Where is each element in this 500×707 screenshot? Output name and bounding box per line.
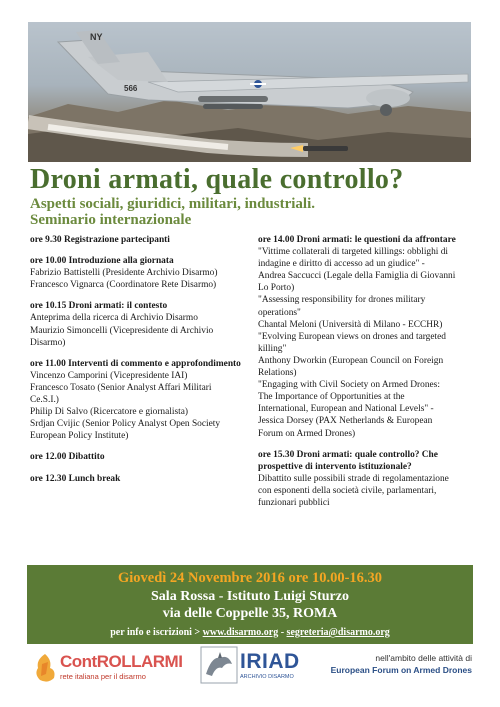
- entry-detail-line: indagine e diritto di accesso ad un giudice" -: [258, 259, 425, 270]
- entry-heading: [30, 234, 245, 246]
- logo1-word: ContROLLARMI: [60, 652, 183, 671]
- entry-detail-line: Ce.S.I.): [30, 395, 59, 406]
- program-right-column: [258, 234, 483, 518]
- program-entry: [30, 300, 245, 348]
- entry-heading: [30, 255, 245, 267]
- entry-title: Droni armati: quale controllo? Che prospettive di intervento istituzionale?: [258, 449, 438, 472]
- entry-title: Registrazione partecipanti: [63, 235, 170, 245]
- entry-detail-line: operations": [258, 307, 301, 318]
- entry-title: Lunch break: [68, 473, 121, 484]
- entry-time: ore 12.00: [30, 452, 67, 463]
- entry-heading: [30, 358, 245, 370]
- entry-detail-line: "Engaging with Civil Society on Armed Drones:: [258, 380, 440, 391]
- entry-detail-line: Lo Porto): [258, 283, 295, 294]
- nose-number: 566: [124, 84, 138, 93]
- program-entry: [30, 255, 245, 291]
- entry-title: Droni armati: le questioni da affrontare: [296, 235, 456, 245]
- logo2-tag: ARCHIVIO DISARMO: [240, 674, 294, 680]
- entry-detail-line: Chantal Meloni (Università di Milano - ECCHR): [258, 319, 443, 330]
- entry-detail-line: Andrea Saccucci (Legale della Famiglia di Giovanni: [258, 271, 456, 282]
- program-entry: [30, 451, 245, 463]
- footer-note: [292, 652, 472, 676]
- entry-detail-line: con esponenti della società civile, parlamentari,: [258, 485, 437, 496]
- program-entry: [258, 449, 483, 509]
- entry-detail-line: Dibattito sulle possibili strade di regolamentazione: [258, 473, 449, 484]
- entry-title: Droni armati: il contesto: [68, 301, 168, 312]
- entry-detail-line: Francesco Vignarca (Coordinatore Rete Disarmo): [30, 280, 217, 291]
- entry-detail-line: The Importance of Opportunities at the: [258, 392, 405, 403]
- program-entry: [30, 358, 245, 443]
- entry-detail-line: Maurizio Simoncelli (Vicepresidente di Archivio: [30, 325, 214, 336]
- footer-note-line1: nell'ambito delle attività di: [375, 653, 472, 663]
- controllarmi-logo: [32, 650, 192, 686]
- entry-time: ore 14.00: [258, 235, 295, 245]
- entry-title: Interventi di commento e approfondimento: [68, 358, 241, 369]
- program-entry: [30, 234, 245, 246]
- page-title: Droni armati, quale controllo?: [30, 164, 404, 195]
- website-link[interactable]: www.disarmo.org: [202, 627, 279, 638]
- subtitle-line: Seminario internazionale: [30, 212, 192, 228]
- event-banner: [27, 565, 473, 644]
- logo2-word: IRIAD: [240, 650, 300, 673]
- entry-detail-line: International, European and National Levels" -: [258, 404, 434, 415]
- logo1-tag: rete italiana per il disarmo: [60, 672, 146, 681]
- entry-detail-line: Srdjan Cvijic (Senior Policy Analyst Open Society: [30, 419, 221, 430]
- entry-time: ore 11.00: [30, 358, 66, 369]
- entry-time: ore 9.30: [30, 235, 62, 245]
- event-date: Giovedì 24 Novembre 2016 ore 10.00-16.30: [117, 570, 383, 586]
- entry-detail-line: European Policy Institute): [30, 431, 129, 442]
- event-address: via delle Coppelle 35, ROMA: [162, 606, 338, 621]
- entry-title: Introduzione alla giornata: [68, 256, 174, 267]
- entry-time: ore 10.15: [30, 301, 67, 312]
- footer-note-line2: European Forum on Armed Drones: [330, 665, 472, 675]
- entry-heading: [258, 449, 483, 473]
- entry-detail-line: Relations): [258, 368, 297, 379]
- entry-detail-line: Fabrizio Battistelli (Presidente Archivio Disarmo): [30, 268, 218, 279]
- entry-heading: [258, 234, 483, 246]
- entry-time: ore 10.00: [30, 256, 67, 267]
- program-left-column: [30, 234, 245, 494]
- info-line: [27, 627, 473, 638]
- entry-heading: [30, 473, 245, 485]
- subtitle-line: Aspetti sociali, giuridici, militari, industriali.: [30, 196, 315, 212]
- entry-detail-line: "Assessing responsibility for drones military: [258, 295, 426, 306]
- entry-detail-line: funzionari pubblici: [258, 497, 330, 508]
- entry-time: ore 15.30: [258, 449, 295, 460]
- entry-detail-line: Anthony Dworkin (European Council on Foreign: [258, 355, 444, 366]
- controllarmi-mark-icon: [32, 652, 58, 684]
- entry-heading: [30, 451, 245, 463]
- email-link[interactable]: segreteria@disarmo.org: [286, 627, 390, 638]
- event-place: Sala Rossa - Istituto Luigi Sturzo: [151, 589, 349, 604]
- drone-photo: [28, 22, 471, 162]
- entry-detail-line: Philip Di Salvo (Ricercatore e giornalista): [30, 407, 189, 418]
- info-prefix: per info e iscrizioni >: [110, 627, 201, 638]
- entry-detail-line: "Evolving European views on drones and targeted: [258, 331, 446, 342]
- entry-detail-line: Francesco Tosato (Senior Analyst Affari Militari: [30, 382, 212, 393]
- program-entry: [30, 473, 245, 485]
- entry-detail-line: Vincenzo Camporini (Vicepresidente IAI): [30, 370, 188, 381]
- entry-detail-line: Anteprima della ricerca di Archivio Disarmo: [30, 313, 198, 324]
- tail-marking: NY: [90, 32, 103, 42]
- entry-title: Dibattito: [68, 452, 105, 463]
- entry-detail-line: Jessica Dorsey (PAX Netherlands & European: [258, 416, 433, 427]
- program-entry: [258, 234, 483, 440]
- entry-detail-line: killing": [258, 343, 287, 354]
- subtitle: [30, 196, 490, 228]
- info-separator: -: [280, 627, 285, 638]
- entry-detail-line: Forum on Armed Drones): [258, 428, 356, 439]
- entry-detail-line: Disarmo): [30, 337, 66, 348]
- entry-time: ore 12.30: [30, 473, 67, 484]
- iriad-mark-icon: [200, 646, 238, 684]
- entry-heading: [30, 300, 245, 312]
- entry-detail-line: "Vittime collaterali di targeted killings: obblighi di: [258, 247, 449, 258]
